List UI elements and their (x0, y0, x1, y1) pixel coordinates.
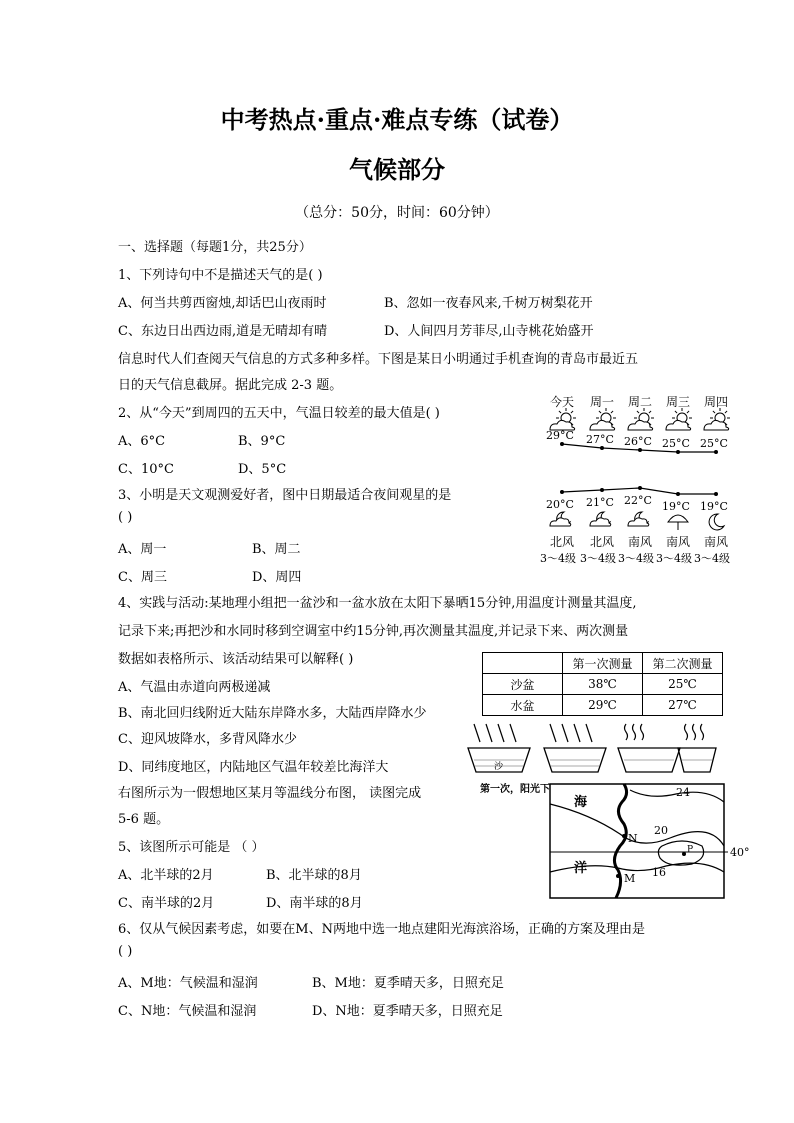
q6-option-a: A、M地：气候温和湿润 (118, 976, 258, 991)
q6-option-b: B、M地：夏季晴天多，日照充足 (312, 976, 504, 991)
table-header-cell: 第二次测量 (643, 653, 723, 674)
high-temp-label: 27°C (586, 433, 614, 446)
isotherm-label-16: 16 (652, 866, 666, 879)
high-temp-point (714, 450, 718, 454)
q3-paren: ( ) (118, 510, 133, 525)
wind-level-label: 3～4级 (694, 552, 730, 565)
high-temp-point (600, 446, 604, 450)
q2-option-d: D、5°C (238, 462, 287, 477)
wind-level-label: 3～4级 (540, 552, 576, 565)
table-cell: 水盆 (483, 695, 563, 716)
sun-cloud-icon (666, 408, 692, 430)
weather-forecast-figure (540, 394, 750, 574)
q2-stem: 2、从“今天”到周四的五天中，气温日较差的最大值是( ) (118, 406, 440, 421)
map-label-sea: 海 (574, 795, 588, 810)
q3-stem: 3、小明是天文观测爱好者，图中日期最适合夜间观星的是 (118, 488, 452, 503)
page-subtitle: 气候部分 (349, 155, 445, 184)
measurement-table (482, 652, 723, 716)
section-heading: 一、选择题（每题1分，共25分） (118, 240, 312, 255)
q4-option-c: C、迎风坡降水，多背风降水少 (118, 732, 297, 747)
high-temp-label: 25°C (700, 437, 728, 450)
wind-direction-label: 南风 (665, 535, 691, 549)
q2-option-b: B、9°C (238, 434, 286, 449)
wind-level-label: 3～4级 (618, 552, 654, 565)
q4-stem-line1: 4、实践与活动:某地理小组把一盆沙和一盆水放在太阳下暴晒15分钟,用温度计测量其温度, (118, 596, 637, 611)
q1-option-b: B、忽如一夜春风来,千树万树梨花开 (384, 296, 593, 311)
map-label-n: N (628, 832, 638, 845)
low-temp-label: 21°C (586, 496, 614, 509)
low-temp-point (676, 492, 680, 496)
q5-option-a: A、北半球的2月 (118, 868, 214, 883)
day-label: 周三 (665, 395, 691, 409)
q5-option-c: C、南半球的2月 (118, 896, 215, 911)
table-cell: 27℃ (643, 695, 723, 716)
q4-option-d: D、同纬度地区，内陆地区气温年较差比海洋大 (118, 760, 389, 775)
q1-stem: 1、下列诗句中不是描述天气的是( ) (118, 268, 323, 283)
heat-wave-icons (625, 724, 704, 740)
isotherm-map (546, 782, 756, 902)
intro-2-3-line1: 信息时代人们查阅天气信息的方式多种多样。下图是某日小明通过手机查询的青岛市最近五 (118, 352, 639, 367)
wind-direction-label: 北风 (589, 535, 615, 549)
q1-option-c: C、东边日出西边雨,道是无晴却有晴 (118, 324, 328, 339)
table-cell: 38℃ (563, 674, 643, 695)
wind-level-label: 3～4级 (656, 552, 692, 565)
sun-cloud-icon (704, 408, 730, 430)
sun-cloud-icon (590, 408, 616, 430)
table-header-row (483, 653, 723, 674)
wind-direction-label: 南风 (627, 535, 653, 549)
map-label-m: M (624, 872, 636, 885)
intro-5-6-line1: 右图所示为一假想地区某月等温线分布图， 读图完成 (118, 786, 422, 801)
table-cell: 25℃ (643, 674, 723, 695)
intro-2-3-line2: 日的天气信息截屏。据此完成 2-3 题。 (118, 378, 343, 393)
q6-stem: 6、仅从气候因素考虑，如要在M、N两地中选一地点建阳光海滨浴场，正确的方案及理由是 (118, 922, 645, 937)
low-temp-point (638, 486, 642, 490)
wind-direction-label: 南风 (703, 535, 729, 549)
sun-rays-arrows (474, 724, 592, 742)
map-label-ocean: 洋 (574, 861, 588, 876)
q6-option-d: D、N地：夏季晴天多，日照充足 (312, 1004, 503, 1019)
isotherm-label-20: 20 (654, 824, 668, 837)
day-label: 今天 (549, 395, 575, 409)
high-temp-label: 26°C (624, 435, 652, 448)
low-temp-label: 20°C (546, 498, 574, 511)
table-cell: 沙盆 (483, 674, 563, 695)
wind-level-label: 3～4级 (580, 552, 616, 565)
table-row (483, 674, 723, 695)
low-temp-label: 19°C (662, 500, 690, 513)
table-header-cell (483, 653, 563, 674)
q4-option-a: A、气温由赤道向两极递减 (118, 680, 271, 695)
q3-option-a: A、周一 (118, 542, 167, 557)
q3-option-d: D、周四 (252, 570, 302, 585)
low-temp-point (600, 488, 604, 492)
low-temp-point (560, 490, 564, 494)
table-cell: 29℃ (563, 695, 643, 716)
q4-stem-line3: 数据如表格所示、该活动结果可以解释( ) (118, 652, 354, 667)
q4-stem-line2: 记录下来;再把沙和水同时移到空调室中约15分钟,再次测量其温度,并记录下来、两次测量 (118, 624, 629, 639)
sun-cloud-icon (628, 408, 654, 430)
point-p-marker (682, 852, 686, 856)
q5-option-b: B、北半球的8月 (266, 868, 362, 883)
point-m-marker (616, 874, 620, 878)
high-temp-point (676, 450, 680, 454)
basin-label: 沙 (494, 762, 504, 772)
high-temp-label: 29°C (546, 429, 574, 442)
low-temp-point (714, 492, 718, 496)
q2-option-a: A、6°C (118, 434, 166, 449)
q6-option-c: C、N地：气候温和湿润 (118, 1004, 257, 1019)
isotherm-loop-p (658, 841, 703, 865)
moon-icon (709, 514, 724, 530)
page-title: 中考热点·重点·难点专练（试卷） (220, 105, 574, 134)
wind-direction-label: 北风 (549, 535, 575, 549)
q3-option-c: C、周三 (118, 570, 167, 585)
table-header-cell: 第一次测量 (563, 653, 643, 674)
basin-caption: 第一次，阳光下 (480, 784, 550, 795)
q5-option-d: D、南半球的8月 (266, 896, 363, 911)
q6-paren: ( ) (118, 944, 133, 959)
moon-cloud-icon (550, 512, 571, 526)
high-temp-point (560, 442, 564, 446)
map-label-p: P (687, 845, 694, 855)
sun-cloud-icon (550, 408, 576, 430)
high-temp-point (638, 448, 642, 452)
low-temp-label: 19°C (700, 500, 728, 513)
day-label: 周四 (703, 395, 729, 409)
day-label: 周二 (627, 395, 653, 409)
q5-stem: 5、该图所示可能是 （ ） (118, 840, 265, 855)
moon-cloud-icon (590, 512, 611, 526)
score-info: （总分：50分，时间：60分钟） (295, 205, 499, 221)
moon-cloud-icon (628, 512, 649, 526)
q1-option-d: D、人间四月芳菲尽,山寺桃花始盛开 (384, 324, 594, 339)
low-temp-label: 22°C (624, 494, 652, 507)
point-n-marker (622, 834, 626, 838)
day-label: 周一 (589, 395, 615, 409)
table-row (483, 695, 723, 716)
q3-option-b: B、周二 (252, 542, 301, 557)
latitude-label: 40° (730, 846, 750, 859)
intro-5-6-line2: 5-6 题。 (118, 812, 170, 827)
isotherm-label-24: 24 (676, 786, 690, 799)
q4-option-b: B、南北回归线附近大陆东岸降水多，大陆西岸降水少 (118, 706, 427, 721)
q2-option-c: C、10°C (118, 462, 174, 477)
rain-icon (668, 515, 688, 530)
high-temp-label: 25°C (662, 437, 690, 450)
q1-option-a: A、何当共剪西窗烛,却话巴山夜雨时 (118, 296, 327, 311)
